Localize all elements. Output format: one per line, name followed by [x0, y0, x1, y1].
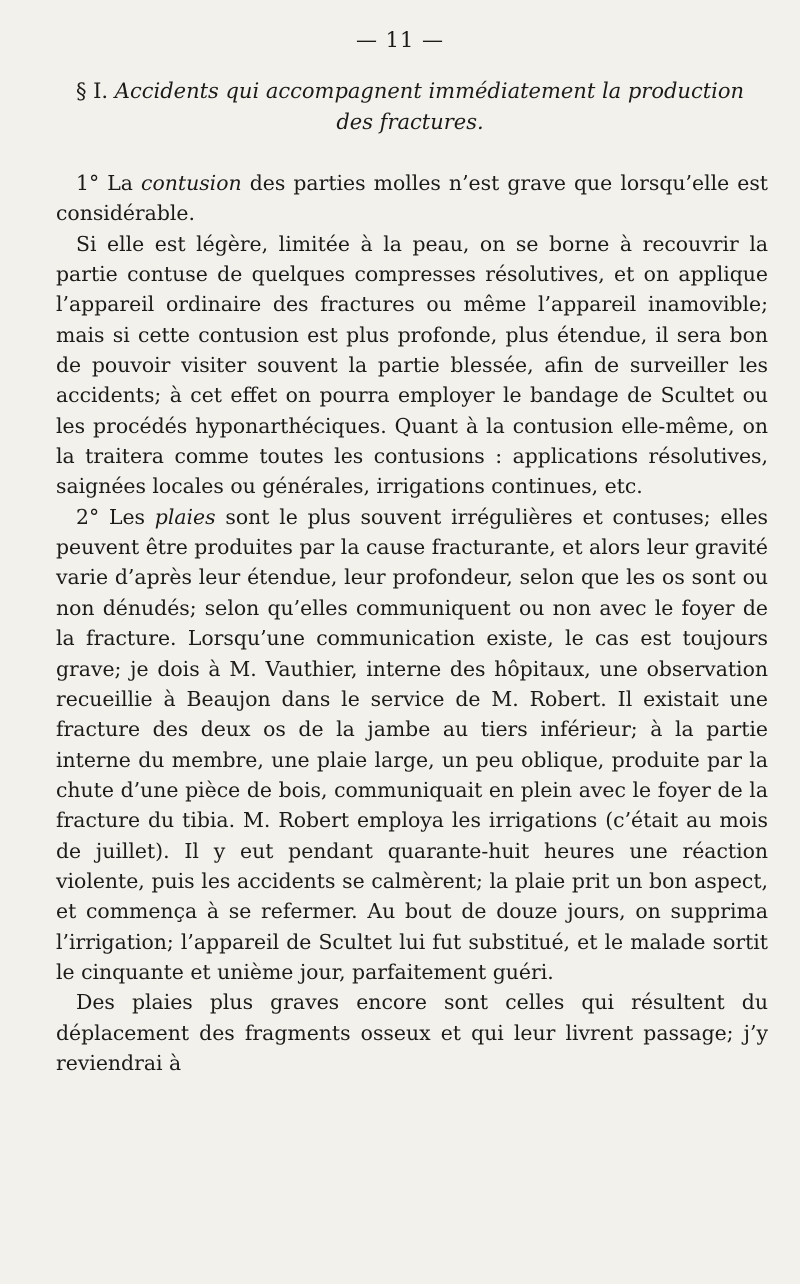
- body-text: [56, 168, 768, 1078]
- section-title: Accidents qui accompagnent immédiatement la production des fractures.: [114, 79, 745, 134]
- term-contusion: contusion: [141, 171, 242, 195]
- paragraph-contusion: [56, 168, 768, 229]
- paragraph-plaies-graves: Des plaies plus graves encore sont celles qui résultent du déplacement des fragments osseux et qui leur livrent passage; j’y reviendrai à: [56, 990, 768, 1075]
- paragraph-contusion-treatment: Si elle est légère, limitée à la peau, on se borne à recouvrir la partie contuse de quelques compresses résolutives, et on applique l’appareil ordinaire des fractures ou même l’appareil inamovible; mais si cette contusion est plus profonde, plus étendue, il sera bon de pouvoir visiter souvent la partie blessée, afin de surveiller les accidents; à cet effet on pourra employer le bandage de Scultet ou les procédés hyponarthéciques. Quant à la contusion elle-même, on la traitera comme toutes les contusions : applications résolutives, saignées locales ou générales, irrigations continues, etc.: [56, 231, 768, 499]
- section-number: § I.: [75, 79, 109, 103]
- paragraph-text: des parties molles n’est grave que lorsqu’elle est considérable.: [56, 171, 768, 226]
- page-number: — 11 —: [355, 28, 445, 52]
- term-plaies: plaies: [154, 504, 216, 529]
- paragraph-lead: 2° Les: [76, 504, 146, 529]
- section-heading: [60, 76, 760, 138]
- paragraph-lead: 1° La: [76, 171, 133, 195]
- paragraph-plaies: [56, 502, 768, 988]
- paragraph-text: sont le plus souvent irrégulières et contuses; elles peuvent être produites par la cause fracturante, et alors leur gravité varie d’après leur étendue, leur profondeur, selon que les os sont ou non dénudés; selon qu’elles communiquent ou non avec le foyer de la fracture. Lorsqu’une communication existe, le cas est toujours grave; je dois à M. Vauthier, interne des hôpitaux, une observation recueillie à Beaujon dans le service de M. Robert. Il existait une fracture des deux os de la jambe au tiers inférieur; à la partie interne du membre, une plaie large, un peu oblique, produite par la chute d’une pièce de bois, communiquait en plein avec le foyer de la fracture du tibia. M. Robert employa les irrigations (c’était au mois de juillet). Il y eut pendant quarante-huit heures une réaction violente, puis les accidents se calmèrent; la plaie prit un bon aspect, et commença à se refermer. Au bout de douze jours, on supprima l’irrigation; l’appareil de Scultet lui fut substitué, et le malade sortit le cinquante et unième jour, parfaitement guéri.: [56, 504, 768, 984]
